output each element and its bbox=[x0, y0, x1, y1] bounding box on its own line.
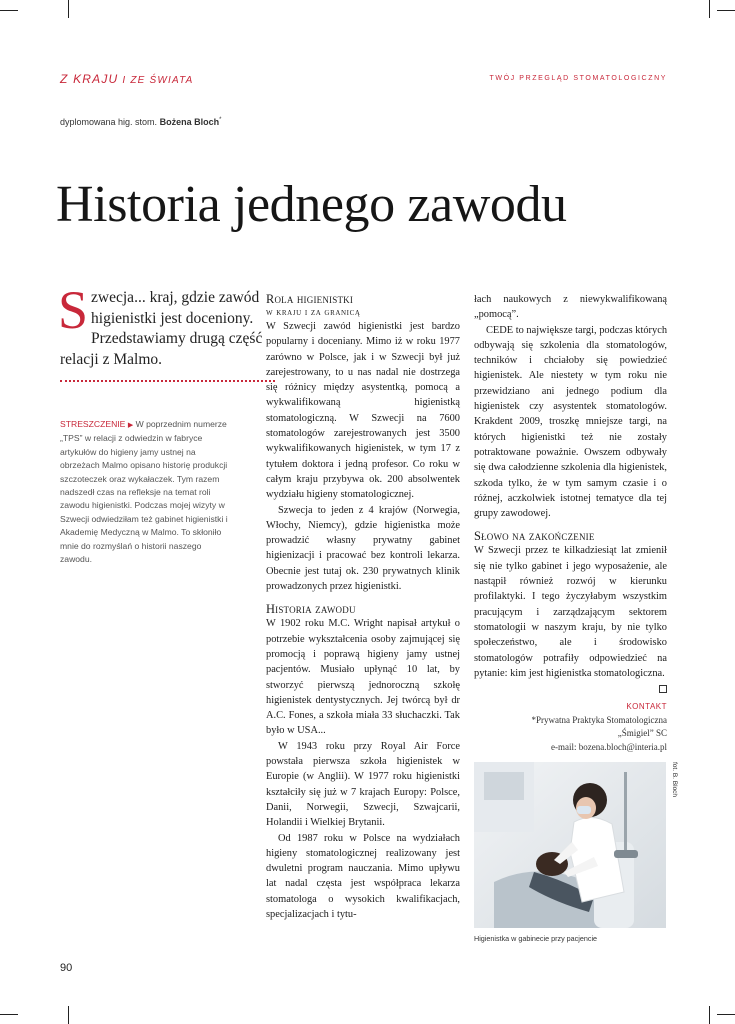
author-mark: * bbox=[219, 117, 222, 123]
heading-text: Historia zawodu bbox=[266, 602, 356, 617]
abstract-text: W poprzednim numerze „TPS” w relacji z odwiedzin w fabryce artykułów do higieny jamy ustnej na obrzeżach Malmo opisano historię produkcji szczoteczek oraz wykałaczek. Tym razem nadszedł czas na refleksje na temat roli zawodu higienistki. Podczas mojej wizyty w Szwecji odwiedziłam też gabinet higienistki i Akademię Medyczną w Malmo. To skłoniło mnie do rozmyślań o historii naszego zawodu. bbox=[60, 419, 228, 565]
end-square-icon bbox=[659, 685, 667, 693]
crop-mark bbox=[68, 1006, 69, 1024]
section-heading-history bbox=[266, 602, 460, 616]
photo-credit: fot. B. Bloch bbox=[671, 762, 678, 798]
author-name: Bożena Bloch bbox=[159, 117, 220, 127]
paragraph: łach naukowych z niewykwalifikowaną „pomocą”. bbox=[474, 294, 667, 321]
crop-mark bbox=[0, 10, 18, 11]
column-2 bbox=[266, 292, 460, 922]
crop-mark bbox=[709, 0, 710, 18]
triangle-right-icon: ▶ bbox=[127, 422, 134, 429]
abstract bbox=[60, 418, 235, 566]
photo-caption: Higienistka w gabinecie przy pacjencie bbox=[474, 934, 598, 943]
heading-text: Rola higienistki bbox=[266, 292, 354, 306]
paragraph: Szwecja to jeden z 4 krajów (Norwegia, Włochy, Niemcy), gdzie higienistka może prowadzić własny prywatny gabinet higienizacji i pracować bez kontroli lekarza. Obecnie jest tutaj ok. 230 prywatnych klinik prowadzonych przez higienistki. bbox=[266, 504, 460, 593]
contact-label: KONTAKT bbox=[626, 702, 667, 711]
paragraph: W 1943 roku przy Royal Air Force powstała pierwsza szkoła higienistek w Europie (w Anglii). W 1977 roku higienistki kształciły się już w 7 krajach Europy: Polsce, Danii, Norwegii, Szwecji, Szwajcarii, Holandii i Wielkiej Brytanii. bbox=[266, 740, 460, 829]
section-sub: I ZE ŚWIATA bbox=[122, 75, 194, 86]
heading-text: Słowo na zakończenie bbox=[474, 529, 595, 544]
dotted-divider bbox=[60, 380, 275, 382]
author-line bbox=[60, 117, 221, 127]
paragraph: Od 1987 roku w Polsce na wydziałach higieny stomatologicznej realizowany jest dwuletni program nauczania. Mimo upływu lat nadal częsta jest współpraca lekarza stomatologa o wysokich kwalifikacjach, specjalizacjach i tytu- bbox=[266, 832, 460, 920]
paragraph: CEDE to największe targi, podczas których odbywają się szkolenia dla stomatologów, techników i chciałoby się powiedzieć higienistek. Ale niestety w tym roku nie przewidziano ani jednego podium dla higienistek czy asystentek stomatologów. Krakdent 2009, troszkę mniejsze targi, na których higienistki też nie zostały potraktowane poważnie. Owszem odbywały się dwa całodzienne szkolenia dla higienistek, szkoda tylko, że w tym samym czasie i o różnej, aczkolwiek istotnej tematyce dla tej grupy zawodowej. bbox=[474, 324, 668, 520]
crop-mark bbox=[709, 1006, 710, 1024]
crop-mark bbox=[0, 1014, 18, 1015]
contact-email: e-mail: bozena.bloch@interia.pl bbox=[551, 741, 667, 752]
abstract-label: STRESZCZENIE bbox=[60, 419, 126, 429]
section-heading-role bbox=[266, 292, 460, 319]
journal-header: TWÓJ PRZEGLĄD STOMATOLOGICZNY bbox=[489, 75, 667, 82]
crop-mark bbox=[717, 1014, 735, 1015]
article-title: Historia jednego zawodu bbox=[56, 176, 567, 233]
lead-paragraph bbox=[58, 280, 272, 370]
paragraph: W 1902 roku M.C. Wright napisał artykuł o potrzebie wykształcenia osoby zajmującej się promocją i poprawą higieny jamy ustnej pacjentów. Musiało upłynąć 10 lat, by stworzyć pierwszą jednoroczną szkołę higienistek dentystycznych. Jej twórcą był dr A.C. Fones, a szkoła miała 33 słuchaczki. Tak było w USA... bbox=[266, 618, 460, 737]
contact-line: *Prywatna Praktyka Stomatologiczna bbox=[531, 714, 667, 725]
crop-mark bbox=[717, 10, 735, 11]
crop-mark bbox=[68, 0, 69, 18]
column-3 bbox=[474, 292, 667, 693]
section-heading-conclusion bbox=[474, 529, 667, 543]
photo-hygienist bbox=[474, 762, 666, 928]
photo-illustration bbox=[474, 762, 666, 928]
subheading-text: w kraju i za granicą bbox=[266, 307, 361, 318]
page-number: 90 bbox=[60, 962, 73, 974]
drop-cap: S bbox=[58, 280, 89, 340]
paragraph-text: W Szwecji przez te kilkadziesiąt lat zmienił się nie tylko gabinet i jego wyposażenie, ale nastąpił również rozwój w kierunku profilaktyki. I tego życzyłabym wszystkim pracującym i zarządzającym sektorem stomatologii w naszym kraju, by nie tylko społeczeństwo, ale i środowisko stomatologów potrafiły odpowiedzieć na pytanie: kim jest higienistka stomatologiczna. bbox=[474, 545, 667, 679]
author-prefix: dyplomowana hig. stom. bbox=[60, 117, 158, 127]
contact-line: „Śmigiel” SC bbox=[617, 728, 667, 738]
section-main: Z KRAJU bbox=[60, 72, 119, 86]
paragraph bbox=[474, 543, 667, 681]
contact-block bbox=[474, 700, 667, 754]
paragraph: W Szwecji zawód higienistki jest bardzo popularny i doceniany. Mimo iż w roku 1977 zarówno w Polsce, jak i w Szwecji był już zarejestrowany, to u nas nadal nie dostrzega się różnicy między asystentką, pomocą a wykwalifikowaną higienistką stomatologiczną. W Szwecji na 7600 stomatologów zarejestrowanych jest 3500 wykwalifikowanych higienistek, w tym 17 z tytułem doktora i jedną profesor. Co roku w całym kraju przybywa ok. 200 absolwentek wydziału higieny stomatologicznej. bbox=[266, 321, 460, 501]
lead-text: zwecja... kraj, gdzie zawód higienistki jest doceniony. Przedstawiamy drugą część relacji z Malmo. bbox=[60, 289, 263, 368]
section-header bbox=[60, 72, 194, 86]
